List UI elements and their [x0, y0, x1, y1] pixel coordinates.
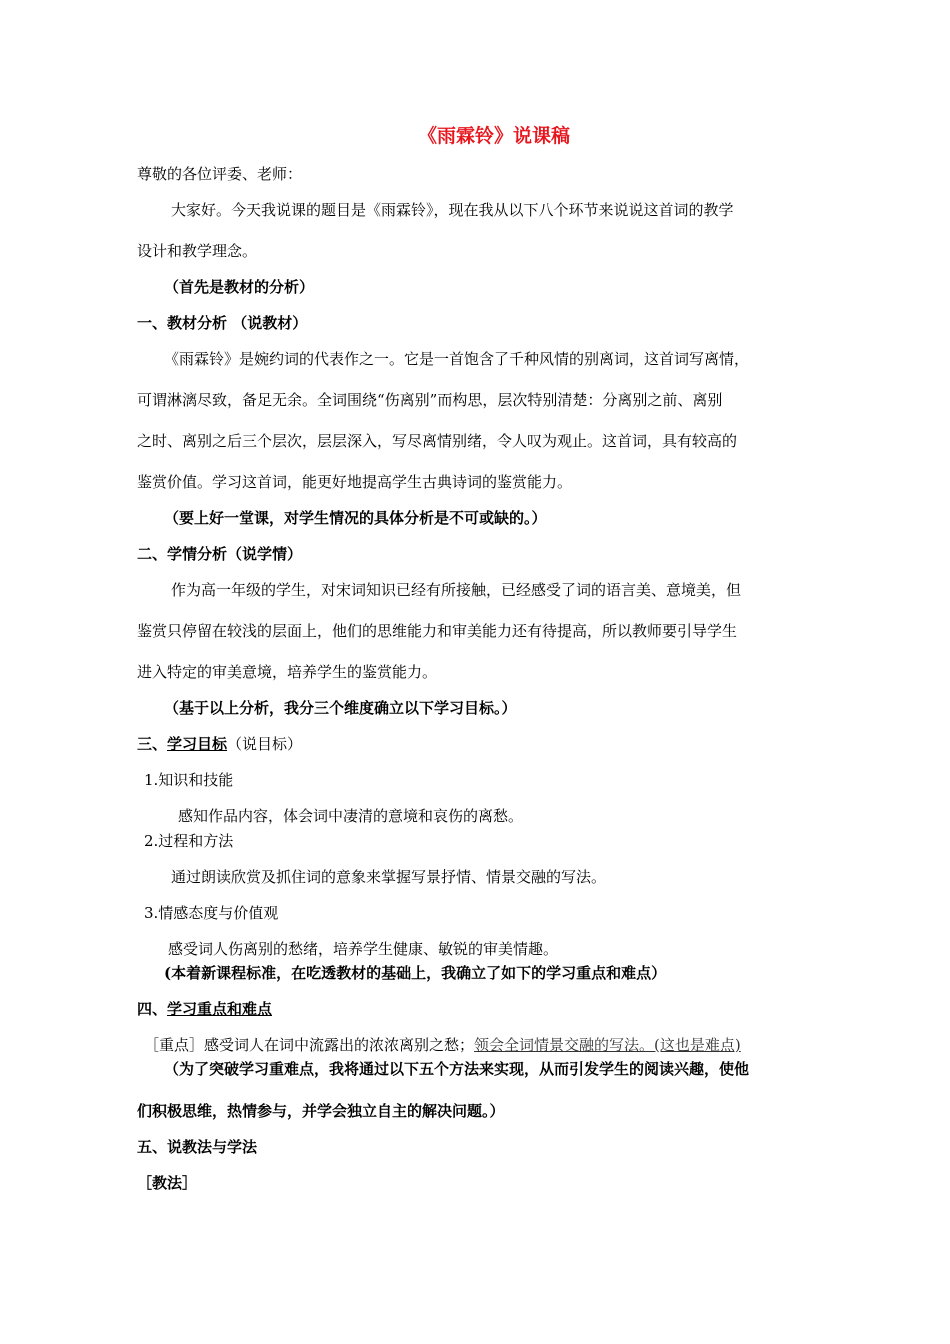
- section-1-line-4: 鉴赏价值。学习这首词，能更好地提高学生古典诗词的鉴赏能力。: [137, 473, 573, 491]
- objective-2-label: 2.过程和方法: [144, 832, 234, 850]
- section-1-heading: 一、教材分析 （说教材）: [137, 314, 308, 332]
- section-1-line-3: 之时、离别之后三个层次，层层深入，写尽离情别绪，令人叹为观止。这首词，具有较高的: [137, 432, 738, 450]
- section-3-heading-suffix: （说目标）: [227, 735, 303, 753]
- note-objectives: （基于以上分析，我分三个维度确立以下学习目标。）: [164, 699, 517, 717]
- intro-line-1: 大家好。今天我说课的题目是《雨霖铃》，现在我从以下八个环节来说说这首词的教学: [171, 201, 734, 219]
- objective-1-text: 感知作品内容，体会词中凄清的意境和哀伤的离愁。: [178, 807, 524, 825]
- section-3-heading: [137, 734, 302, 754]
- key-point-text: 感受词人在词中流露出的浓浓离别之愁；: [204, 1036, 475, 1054]
- objective-3-text: 感受词人伤离别的愁绪，培养学生健康、敏锐的审美情趣。: [168, 940, 559, 958]
- salutation: 尊敬的各位评委、老师：: [137, 165, 303, 183]
- difficulty-text: 领会全词情景交融的写法。(这也是难点): [474, 1036, 741, 1054]
- objective-3-label: 3.情感态度与价值观: [144, 904, 279, 922]
- key-point-label: ［重点］: [144, 1036, 205, 1054]
- section-2-line-1: 作为高一年级的学生，对宋词知识已经有所接触，已经感受了词的语言美、意境美，但: [171, 581, 742, 599]
- section-4-heading-main: 学习重点和难点: [167, 1000, 273, 1018]
- section-3-heading-prefix: 三、: [137, 735, 168, 753]
- section-2-heading: 二、学情分析（说学情）: [137, 545, 303, 563]
- objective-1-label: 1.知识和技能: [144, 771, 234, 789]
- section-3-heading-main: 学习目标: [167, 735, 228, 753]
- note-methods-line-2: 们积极思维，热情参与，并学会独立自主的解决问题。）: [137, 1102, 505, 1120]
- section-1-line-2: 可谓淋漓尽致，备足无余。全词围绕“伤离别”而构思，层次特别清楚：分离别之前、离别: [137, 391, 723, 409]
- note-student-analysis: （要上好一堂课，对学生情况的具体分析是不可或缺的。）: [164, 509, 547, 527]
- document-title: 《雨霖铃》说课稿: [418, 125, 571, 147]
- key-point-line: [144, 1035, 741, 1055]
- section-5-heading: 五、说教法与学法: [137, 1138, 258, 1156]
- section-4-heading-prefix: 四、: [137, 1000, 168, 1018]
- note-key-points: (本着新课程标准，在吃透教材的基础上，我确立了如下的学习重点和难点）: [164, 964, 667, 982]
- section-4-heading: [137, 999, 272, 1019]
- note-textbook-analysis: （首先是教材的分析）: [164, 278, 315, 296]
- section-2-line-3: 进入特定的审美意境，培养学生的鉴赏能力。: [137, 663, 438, 681]
- section-5-sub-teaching-methods: ［教法］: [137, 1174, 198, 1192]
- section-1-line-1: 《雨霖铃》是婉约词的代表作之一。它是一首饱含了千种风情的别离词，这首词写离情，: [164, 350, 750, 368]
- section-2-line-2: 鉴赏只停留在较浅的层面上，他们的思维能力和审美能力还有待提高，所以教师要引导学生: [137, 622, 738, 640]
- objective-2-text: 通过朗读欣赏及抓住词的意象来掌握写景抒情、情景交融的写法。: [171, 868, 607, 886]
- note-methods-line-1: （为了突破学习重难点，我将通过以下五个方法来实现，从而引发学生的阅读兴趣，使他: [164, 1060, 750, 1078]
- intro-line-2: 设计和教学理念。: [137, 242, 258, 260]
